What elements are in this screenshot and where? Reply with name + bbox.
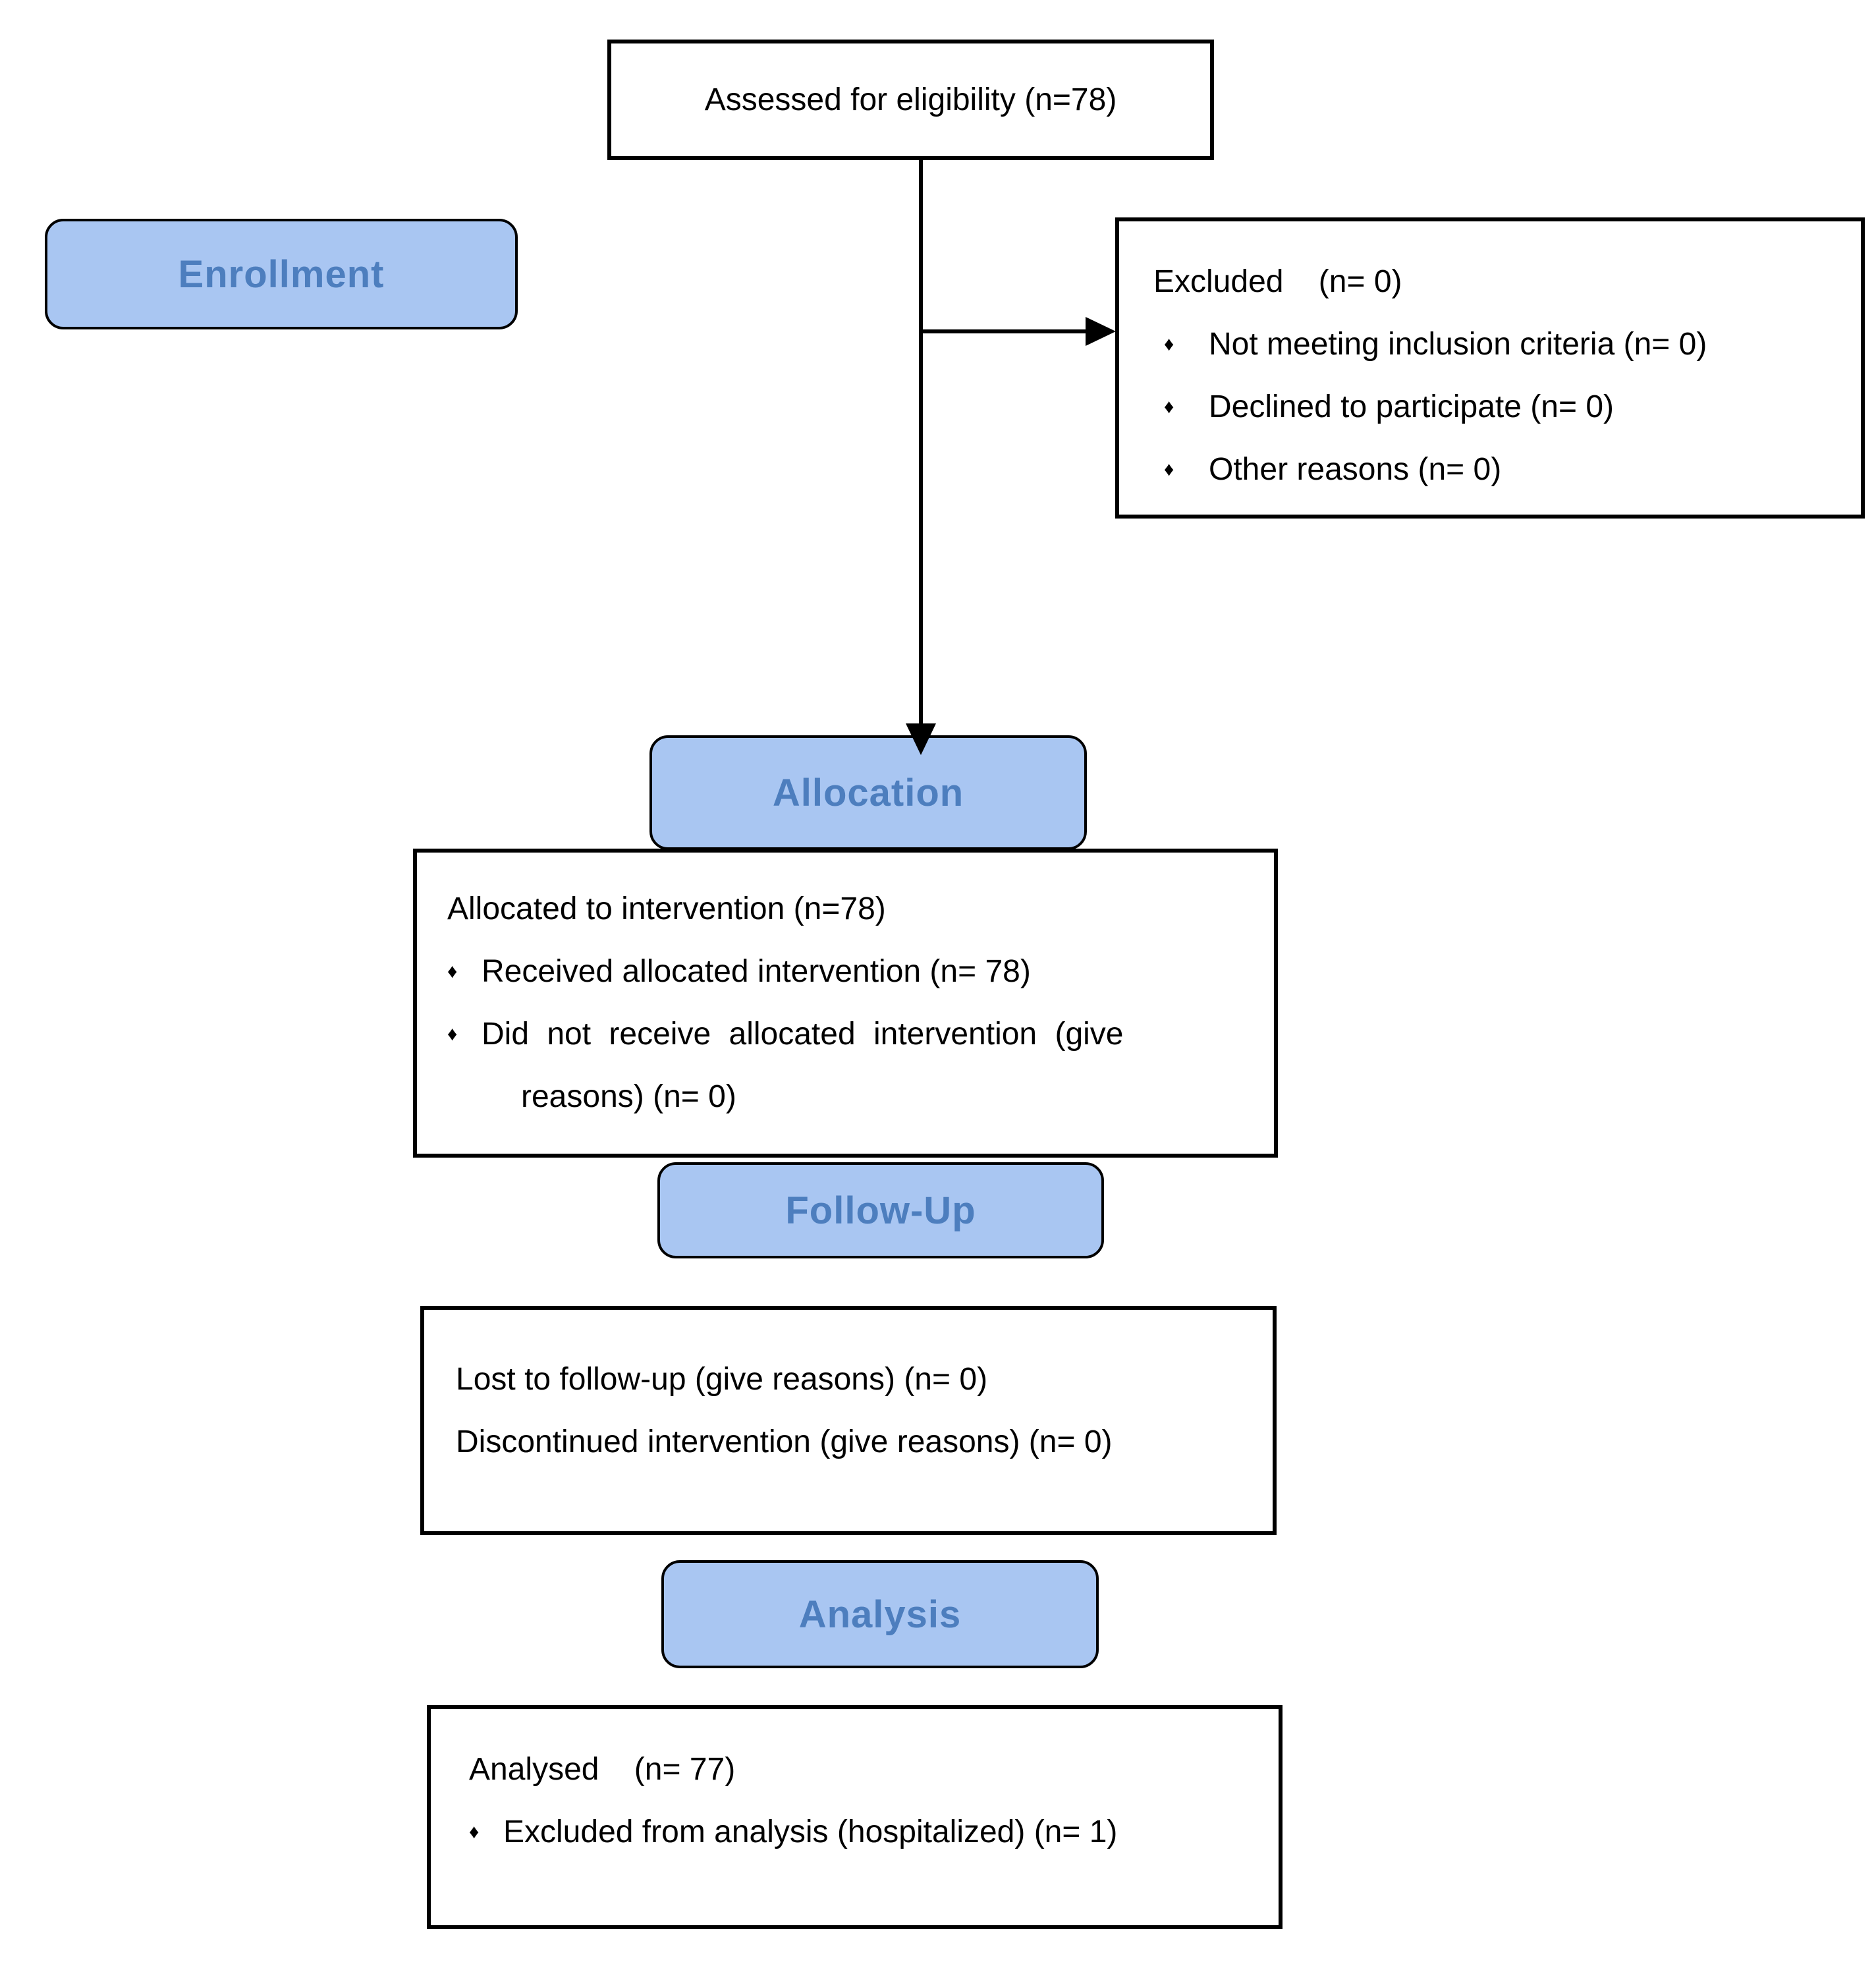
allocated-bullet-row: ♦ Did not receive allocated intervention (give [447, 1003, 1257, 1065]
analysed-title: Analysed (n= 77) [469, 1752, 736, 1787]
assessed-eligibility-text: Assessed for eligibility (n=78) [704, 82, 1117, 117]
allocated-bullet-continuation: reasons) (n= 0) [521, 1079, 736, 1114]
stage-analysis [661, 1560, 1099, 1668]
diamond-bullet-icon: ♦ [1164, 333, 1174, 355]
lost-to-followup-line: Lost to follow-up (give reasons) (n= 0) [456, 1362, 988, 1397]
diamond-bullet-icon: ♦ [469, 1821, 480, 1843]
discontinued-line: Discontinued intervention (give reasons) (n= 0) [456, 1424, 1113, 1459]
stage-follow-up [657, 1162, 1104, 1258]
stage-enrollment [45, 219, 518, 329]
assessed-eligibility-box [607, 40, 1214, 160]
allocated-bullet-row: ♦ Received allocated intervention (n= 78) [447, 940, 1257, 1003]
analysed-bullet-row: ♦ Excluded from analysis (hospitalized) (n= 1) [469, 1801, 1263, 1863]
stage-allocation-label: Allocation [772, 771, 964, 814]
stage-analysis-label: Analysis [798, 1592, 962, 1636]
connector-horizontal-line [921, 329, 1086, 333]
arrowhead-right-icon [1086, 317, 1116, 346]
diamond-bullet-icon: ♦ [1164, 396, 1174, 418]
excluded-bullet-row: ♦ Not meeting inclusion criteria (n= 0) [1153, 313, 1845, 376]
allocated-title: Allocated to intervention (n=78) [447, 891, 886, 926]
excluded-bullet-row: ♦ Other reasons (n= 0) [1153, 438, 1845, 501]
analysed-box [427, 1705, 1283, 1929]
stage-allocation [649, 735, 1087, 850]
diamond-bullet-icon: ♦ [447, 961, 458, 982]
stage-enrollment-label: Enrollment [178, 252, 385, 296]
excluded-box [1115, 217, 1865, 519]
connector-vertical-line [919, 160, 923, 727]
diamond-bullet-icon: ♦ [1164, 459, 1174, 480]
diamond-bullet-icon: ♦ [447, 1023, 458, 1045]
arrowhead-down-icon [906, 723, 936, 755]
excluded-title: Excluded (n= 0) [1153, 264, 1402, 299]
stage-follow-up-label: Follow-Up [785, 1189, 976, 1232]
allocated-box [413, 849, 1278, 1158]
excluded-bullet-row: ♦ Declined to participate (n= 0) [1153, 376, 1845, 438]
follow-up-box [420, 1306, 1277, 1535]
